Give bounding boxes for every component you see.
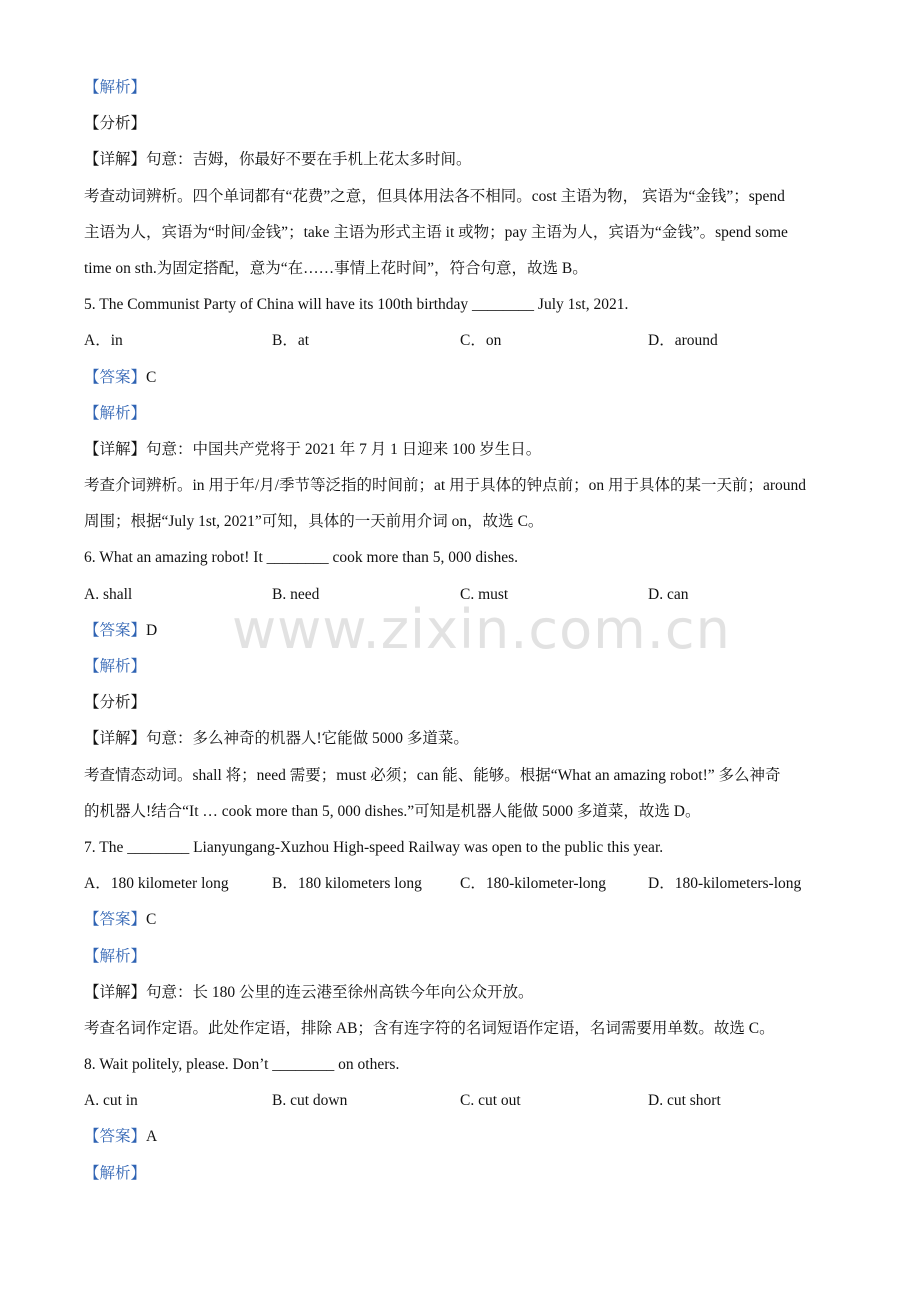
detail-line — [84, 432, 854, 468]
analysis-subheading — [84, 106, 854, 142]
question-5: 5. The Communist Party of China will have its 100th birthday ________ July 1st, 2021. — [84, 296, 629, 314]
option-b: B．at — [272, 332, 310, 350]
analysis-heading — [84, 1156, 854, 1192]
detail-line — [84, 721, 854, 757]
detail-text: 句意：多么神奇的机器人!它能做 5000 多道菜。 — [146, 730, 469, 748]
section-tag: 【详解】 — [84, 151, 147, 169]
explanation-line: 主语为人，宾语为“时间/金钱”；take 主语为形式主语 it 或物；pay 主语为人，宾语为“金钱”。spend some — [84, 223, 788, 241]
section-tag: 【答案】 — [84, 1128, 147, 1146]
section-tag: 【解析】 — [84, 1164, 147, 1182]
section-tag: 【解析】 — [84, 404, 147, 422]
section-tag: 【答案】 — [84, 368, 147, 386]
explanation-line: 考查情态动词。shall 将；need 需要；must 必须；can 能、能够。根据“What an amazing robot!” 多么神奇 — [84, 766, 781, 784]
question-8: 8. Wait politely, please. Don’t ________ on others. — [84, 1056, 400, 1074]
section-tag: 【解析】 — [84, 79, 147, 96]
analysis-heading — [84, 649, 854, 685]
option-b: B．180 kilometers long — [272, 875, 422, 893]
analysis-heading — [84, 939, 854, 975]
option-d: D．180-kilometers-long — [648, 875, 802, 893]
option-d: D. can — [648, 585, 689, 603]
watermark: www.zixin.com.cn — [232, 598, 731, 661]
analysis-heading — [84, 396, 854, 432]
question-7-options — [84, 866, 854, 902]
detail-line — [84, 142, 854, 178]
analysis-subheading — [84, 685, 854, 721]
detail-text: 句意：吉姆，你最好不要在手机上花太多时间。 — [146, 151, 472, 169]
option-a: A．in — [84, 332, 123, 350]
option-a: A．180 kilometer long — [84, 875, 229, 893]
detail-text: 句意：长 180 公里的连云港至徐州高铁今年向公众开放。 — [146, 983, 534, 1001]
detail-text: 句意：中国共产党将于 2021 年 7 月 1 日迎来 100 岁生日。 — [146, 440, 542, 458]
answer-value: C — [146, 368, 157, 386]
option-d: D．around — [648, 332, 718, 350]
option-c: C. must — [460, 585, 509, 603]
explanation-line: 周围；根据“July 1st, 2021”可知，具体的一天前用介词 on，故选 C。 — [84, 513, 544, 531]
document-page — [84, 70, 854, 1192]
option-a: A. cut in — [84, 1092, 138, 1110]
detail-line — [84, 975, 854, 1011]
option-d: D. cut short — [648, 1092, 721, 1110]
answer-value: D — [146, 621, 158, 639]
section-tag: 【解析】 — [84, 658, 147, 675]
explanation-line: time on sth.为固定搭配，意为“在……事情上花时间”，符合句意，故选 B。 — [84, 259, 588, 277]
explanation-line: 考查介词辨析。in 用于年/月/季节等泛指的时间前；at 用于具体的钟点前；on 用于具体的某一天前；around — [84, 477, 807, 495]
analysis-heading — [84, 70, 854, 106]
question-5-options — [84, 323, 854, 359]
option-b: B. cut down — [272, 1092, 348, 1110]
section-tag: 【答案】 — [84, 911, 147, 929]
answer-line — [84, 902, 854, 938]
answer-value: A — [146, 1128, 158, 1146]
option-c: C. cut out — [460, 1092, 521, 1110]
option-b: B. need — [272, 585, 320, 603]
option-c: C．180-kilometer-long — [460, 875, 607, 893]
answer-line — [84, 613, 854, 649]
section-tag: 【详解】 — [84, 983, 147, 1001]
explanation-line: 考查名词作定语。此处作定语，排除 AB；含有连字符的名词短语作定语，名词需要用单数。故选 C。 — [84, 1019, 775, 1037]
answer-line — [84, 360, 854, 396]
explanation-line: 考查动词辨析。四个单词都有“花费”之意，但具体用法各不相同。cost 主语为物， 宾语为“金钱”；spend — [84, 187, 785, 205]
section-tag: 【答案】 — [84, 621, 147, 639]
question-6: 6. What an amazing robot! It ________ cook more than 5, 000 dishes. — [84, 549, 519, 567]
section-tag: 【分析】 — [84, 115, 147, 133]
section-tag: 【解析】 — [84, 947, 147, 965]
section-tag: 【详解】 — [84, 440, 147, 458]
answer-value: C — [146, 911, 157, 929]
question-6-options — [84, 577, 854, 613]
section-tag: 【分析】 — [84, 694, 147, 712]
question-7: 7. The ________ Lianyungang-Xuzhou High-speed Railway was open to the public this year. — [84, 838, 664, 856]
option-a: A. shall — [84, 585, 133, 603]
question-8-options — [84, 1083, 854, 1119]
explanation-line: 的机器人!结合“It … cook more than 5, 000 dishes.”可知是机器人能做 5000 多道菜，故选 D。 — [84, 802, 701, 820]
section-tag: 【详解】 — [84, 730, 147, 748]
answer-line — [84, 1119, 854, 1155]
option-c: C．on — [460, 332, 502, 350]
